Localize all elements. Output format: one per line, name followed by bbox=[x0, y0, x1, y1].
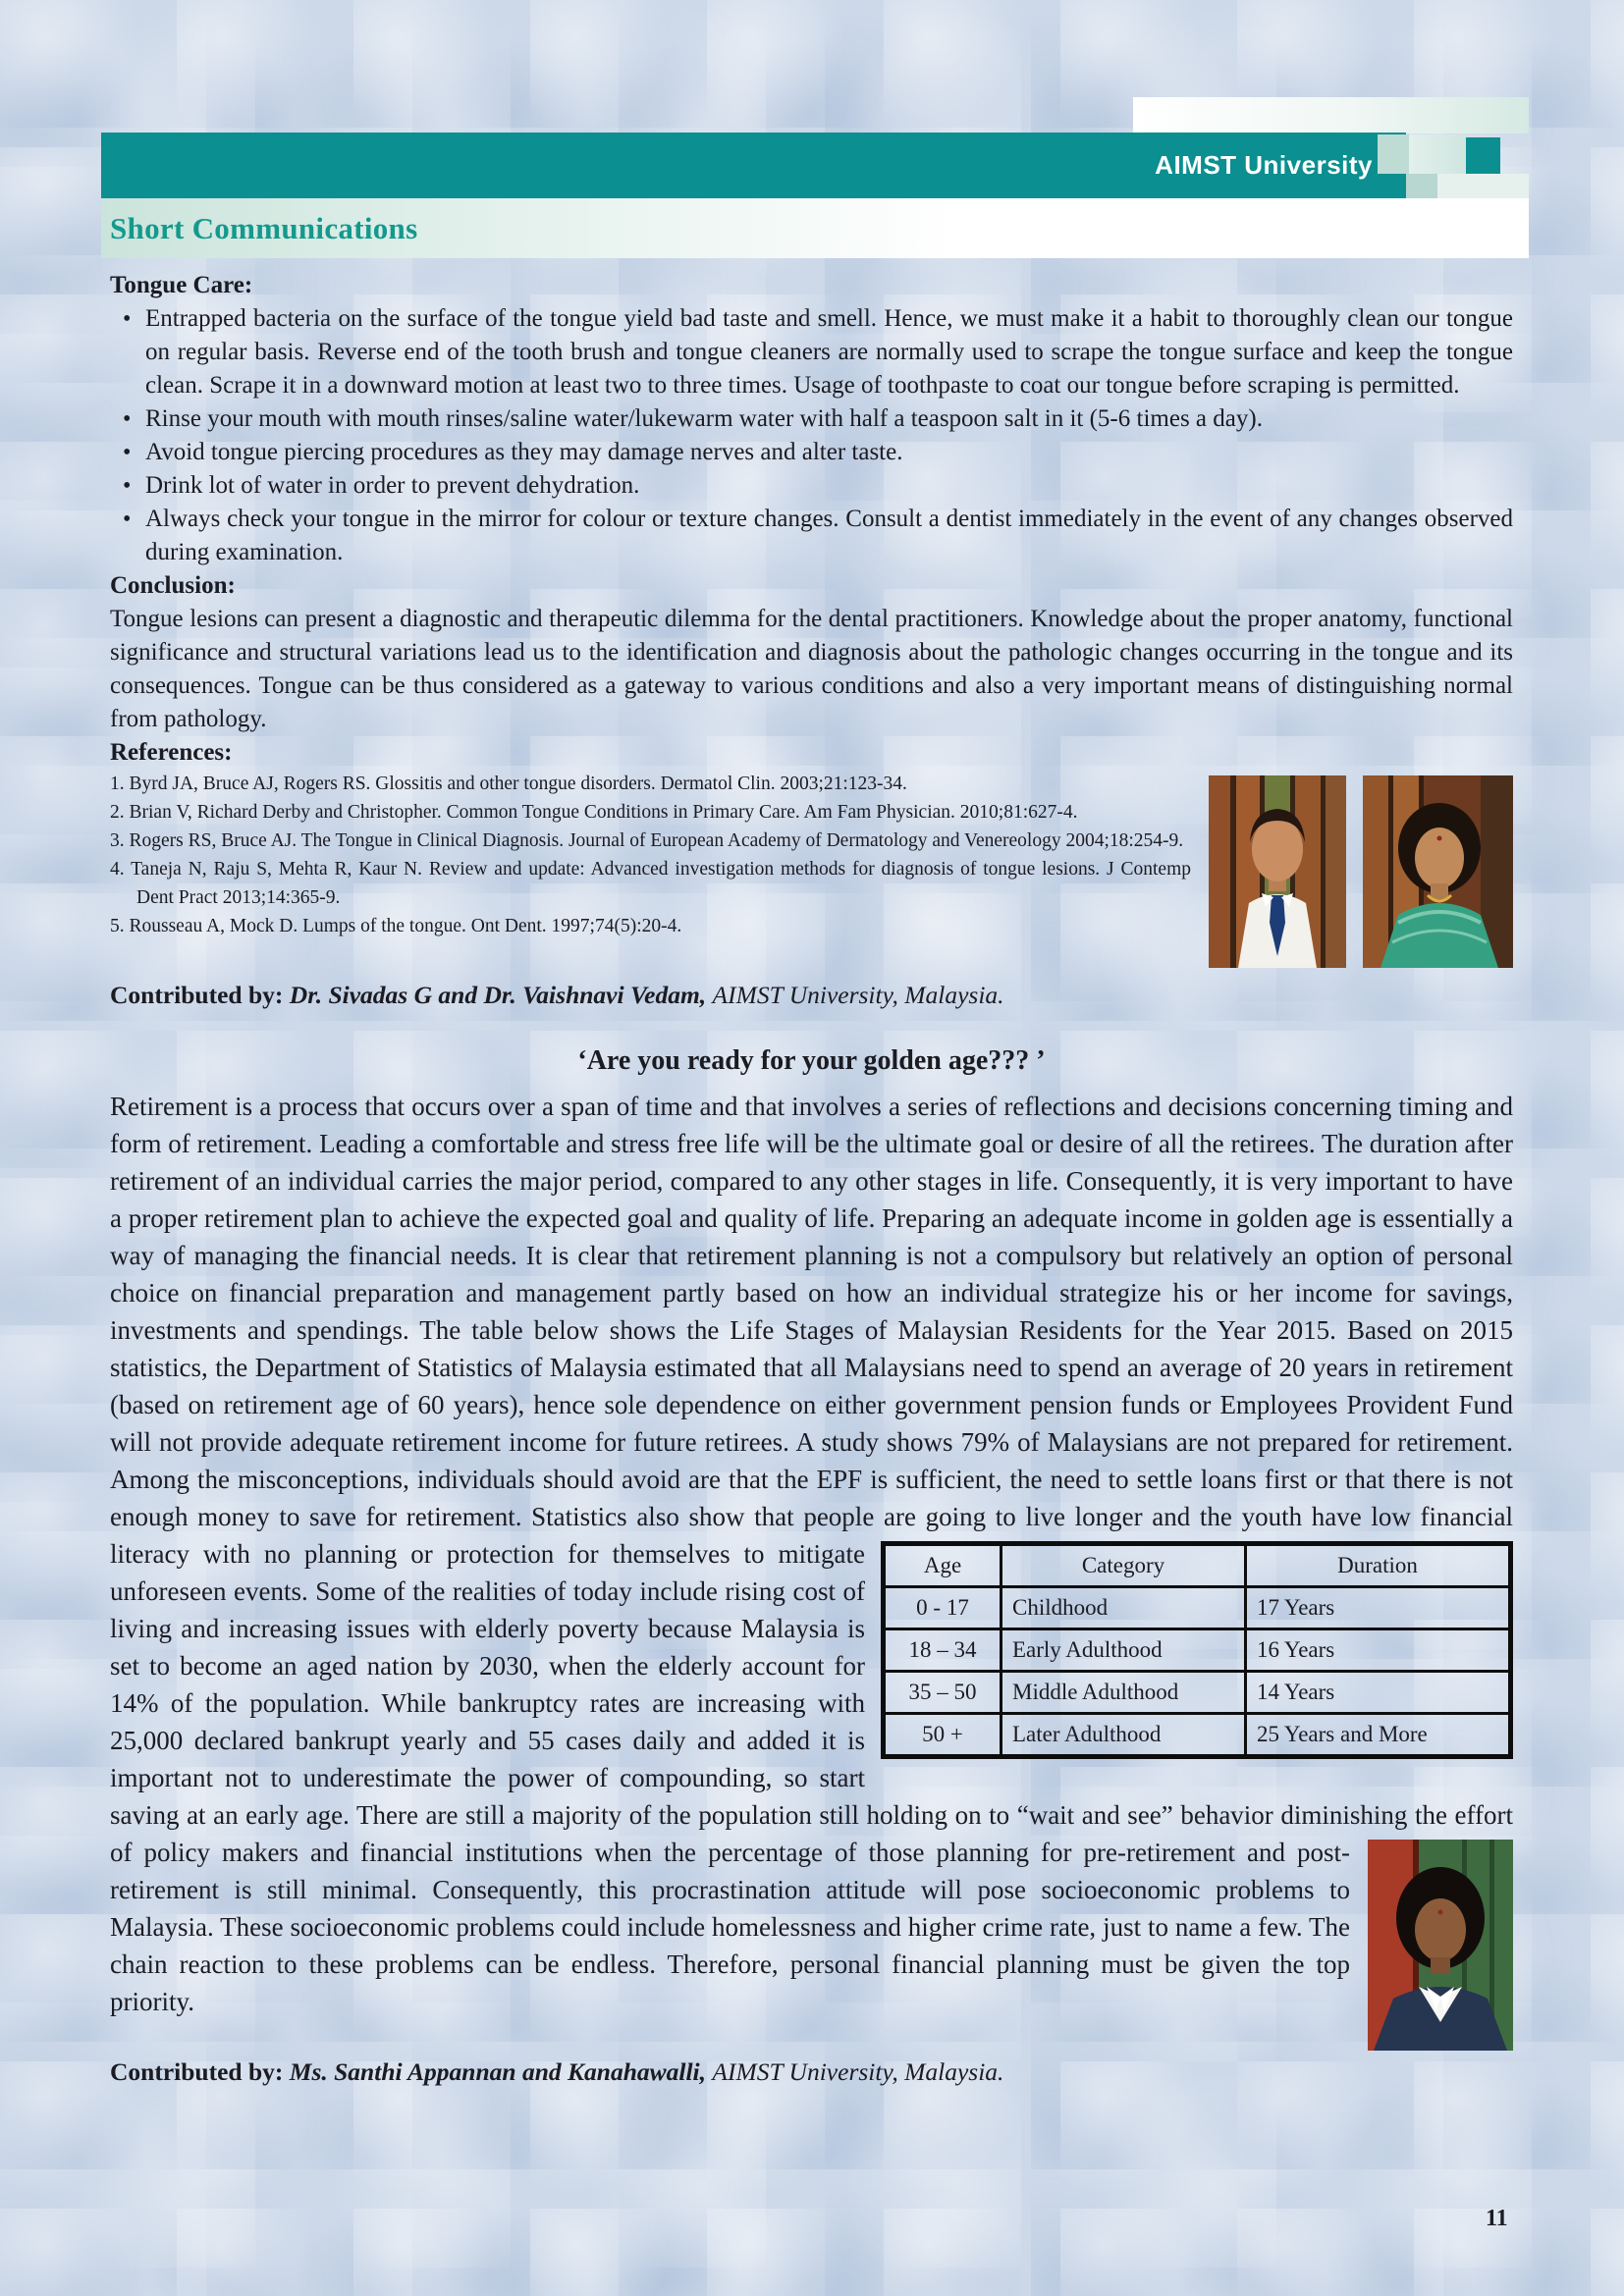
table-row bbox=[884, 1672, 1511, 1714]
table-cell: Middle Adulthood bbox=[1001, 1672, 1246, 1714]
table-row bbox=[884, 1587, 1511, 1629]
page-content bbox=[110, 269, 1513, 2090]
table-cell: Early Adulthood bbox=[1001, 1629, 1246, 1672]
table-header-row bbox=[884, 1544, 1511, 1587]
header-deco-square-1 bbox=[1378, 134, 1409, 174]
table-cell: 18 – 34 bbox=[884, 1629, 1001, 1672]
conclusion-paragraph: Tongue lesions can present a diagnostic and therapeutic dilemma for the dental practitioners. Knowledge about the proper anatomy, functional significance and structural variations lead us to the identification and diagnosis about the pathologic changes occurring in the tongue and its consequences. Tongue can be thus considered as a gateway to various conditions and also a very important means of distinguishing normal from pathology. bbox=[110, 606, 1513, 732]
golden-age-paragraph bbox=[110, 1088, 1513, 2020]
table-cell: 50 + bbox=[884, 1714, 1001, 1757]
table-cell: 16 Years bbox=[1246, 1629, 1511, 1672]
table-cell: Childhood bbox=[1001, 1587, 1246, 1629]
contributor-affiliation: AIMST University, Malaysia. bbox=[712, 2057, 1004, 2086]
contributor-names: Dr. Sivadas G and Dr. Vaishnavi Vedam, bbox=[289, 981, 707, 1009]
references-block bbox=[110, 770, 1513, 940]
contributed-line-2 bbox=[110, 2055, 1513, 2090]
contributor-photos bbox=[1209, 775, 1513, 968]
university-name: AIMST University bbox=[1155, 150, 1373, 180]
page-number: 11 bbox=[1486, 2206, 1508, 2231]
life-stages-table bbox=[881, 1541, 1513, 1759]
table-row bbox=[884, 1629, 1511, 1672]
section-strip bbox=[101, 198, 1529, 258]
column-header-category: Category bbox=[1001, 1544, 1246, 1587]
conclusion-heading: Conclusion: bbox=[110, 572, 236, 599]
article2-title: ‘Are you ready for your golden age??? ’ bbox=[577, 1045, 1046, 1076]
reference-item: 2. Brian V, Richard Derby and Christopher. Common Tongue Conditions in Primary Care. Am Fam Physician. 2010;81:627-4. bbox=[110, 802, 1078, 823]
reference-item: 1. Byrd JA, Bruce AJ, Rogers RS. Glossitis and other tongue disorders. Dermatol Clin. 2003;21:123-34. bbox=[110, 774, 907, 794]
paragraph-segment: Retirement is a process that occurs over a span of time and that involves a series of reflections and decisions concerning timing and form of retirement. Leading a comfortable and stress free life will be the ultimate goal or desire of all the retirees. The duration after retirement of an individual carries the major period, compared to any other stages in life. Consequently, it is very important to have a proper retirement plan to achieve the expected goal and quality of life. Preparing an adequate income in golden age is essentially a way of managing the financial needs. It is clear that retirement planning is not a compulsory but relatively an option of personal choice on financial preparation and management partly based on how an individual strategize his or her income for savings, investments and spendings. The table below shows the Life Stages of Malaysian Residents for the Year 2015. Based on 2015 statistics, the Department of Statistics of Malaysia estimated that all Malaysians need to spend an average of 20 years in retirement (based on retirement age of 60 years), hence sole dependence on either government pension funds or Employees Provident Fund will not provide adequate retirement income for future retirees. A study shows 79% of Malaysians are not prepared for retirement. Among the misconceptions, individuals should avoid are that the EPF is sufficient, the need to settle loans first or that there is not enough money to save for retirement. Statistics also show that people are going to live longer and the youth have low financial literacy with no planning bbox=[110, 1092, 1513, 1569]
contributor-names: Ms. Santhi Appannan and Kanahawalli, bbox=[289, 2057, 707, 2086]
header-deco-square-3 bbox=[1466, 137, 1500, 174]
reference-item: 5. Rousseau A, Mock D. Lumps of the tongue. Ont Dent. 1997;74(5):20-4. bbox=[110, 916, 682, 936]
table-cell: 0 - 17 bbox=[884, 1587, 1001, 1629]
article1-title: Tongue Care: bbox=[110, 272, 253, 298]
column-header-age: Age bbox=[884, 1544, 1001, 1587]
list-item: • Entrapped bacteria on the surface of the tongue yield bad taste and smell. Hence, we must make it a habit to thoroughly clean our tongue on regular basis. Reverse end of the tooth brush and tongue cleaners are normally used to scrape the tongue surface and keep the tongue clean. Scrape it in a downward motion at least two to three times. Usage of toothpaste to coat our tongue before scraping is permitted. bbox=[110, 302, 1513, 402]
contributed-label: Contributed by: bbox=[110, 981, 284, 1009]
list-item: • Avoid tongue piercing procedures as they may damage nerves and alter taste. bbox=[110, 436, 1513, 469]
photo-dr-sivadas-g bbox=[1209, 775, 1346, 968]
table-cell: Later Adulthood bbox=[1001, 1714, 1246, 1757]
header-bar bbox=[101, 133, 1406, 198]
table-cell: 14 Years bbox=[1246, 1672, 1511, 1714]
reference-item: 3. Rogers RS, Bruce AJ. The Tongue in Clinical Diagnosis. Journal of European Academy of Dermatology and Venereology 2004;18:254-9. bbox=[110, 830, 1184, 851]
table-row bbox=[884, 1714, 1511, 1757]
list-item: • Rinse your mouth with mouth rinses/saline water/lukewarm water with half a teaspoon salt in it (5-6 times a day). bbox=[110, 402, 1513, 436]
header-deco-square-5 bbox=[1437, 174, 1529, 199]
paragraph-segment: or protection for themselves to mitigate unforeseen events. Some of the realities of today include rising cost of living and increasing issues with elderly poverty because Malaysia is set to become an aged nation by 2030, when the elderly account for 14% of the population. While bankruptcy rates are increasing with 25,000 declared bankrupt yearly and 55 cases daily and added it is important not to underestimate the power of compounding, so start saving at an early age. There are still a majority of the population still holding on to “wait and see” behavior diminishing the bbox=[110, 1539, 1455, 1830]
header-deco-square-2 bbox=[1409, 134, 1468, 174]
table-cell: 25 Years and More bbox=[1246, 1714, 1511, 1757]
column-header-duration: Duration bbox=[1246, 1544, 1511, 1587]
list-item: • Drink lot of water in order to prevent dehydration. bbox=[110, 469, 1513, 503]
table-cell: 17 Years bbox=[1246, 1587, 1511, 1629]
tongue-care-list bbox=[110, 302, 1513, 569]
header-deco-strip bbox=[1133, 97, 1529, 133]
paragraph-segment: effort of policy makers and financial institutions when the percentage of those planning for pre-retirement and post-retirement is still minimal. Consequently, this procrastination attitude will pose socioeconomic problems to Malaysia. These socioeconomic problems could include homelessness and higher crime rate, just to name a few. The chain reaction to these problems can be endless. Therefore, personal financial planning must be given the top priority. bbox=[110, 1800, 1513, 2016]
list-item: • Always check your tongue in the mirror for colour or texture changes. Consult a dentist immediately in the event of any changes observed during examination. bbox=[110, 503, 1513, 569]
table-cell: 35 – 50 bbox=[884, 1672, 1001, 1714]
contributed-line-1 bbox=[110, 978, 1513, 1013]
photo-ms-santhi-appannan bbox=[1368, 1840, 1513, 2051]
contributed-label: Contributed by: bbox=[110, 2057, 284, 2086]
contributor-affiliation: AIMST University, Malaysia. bbox=[712, 981, 1004, 1009]
reference-item: 4. Taneja N, Raju S, Mehta R, Kaur N. Review and update: Advanced investigation methods for diagnosis of tongue lesions. J Contemp Dent Pract 2013;14:365-9. bbox=[110, 859, 1191, 908]
photo-dr-vaishnavi-vedam bbox=[1363, 775, 1513, 968]
references-heading: References: bbox=[110, 739, 233, 766]
section-title: Short Communications bbox=[110, 210, 418, 245]
